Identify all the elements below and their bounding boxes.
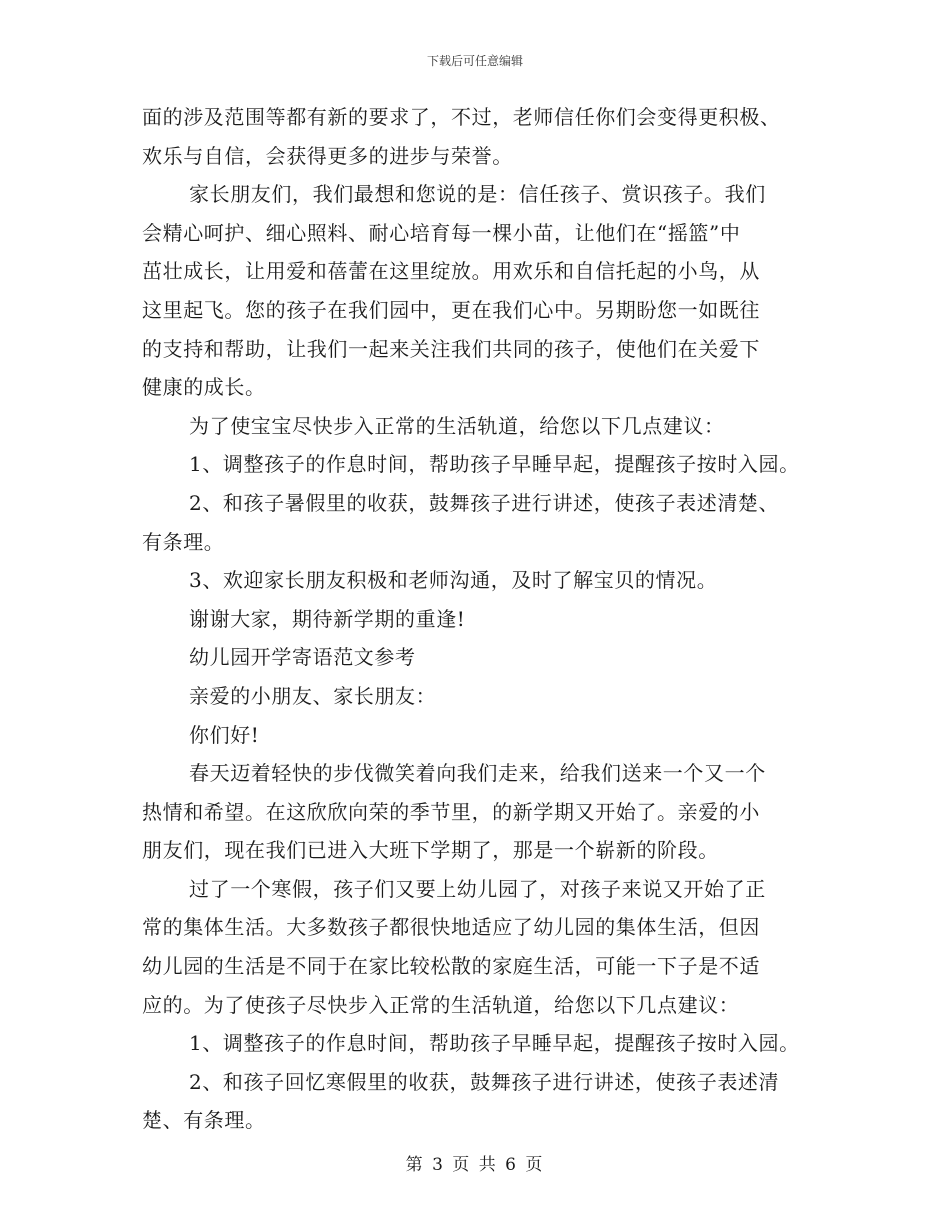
text-line: 应的。为了使孩子尽快步入正常的生活轨道，给您以下几点建议： xyxy=(142,992,740,1017)
greeting: 亲爱的小朋友、家长朋友： xyxy=(189,683,437,708)
text-line: 常的集体生活。大多数孩子都很快地适应了幼儿园的集体生活，但因 xyxy=(142,915,760,940)
section-title: 幼儿园开学寄语范文参考 xyxy=(189,645,416,670)
text-line: 这里起飞。您的孩子在我们园中，更在我们心中。另期盼您一如既往 xyxy=(142,297,760,322)
text-line: 春天迈着轻快的步伐微笑着向我们走来，给我们送来一个又一个 xyxy=(189,761,766,786)
text-line: 健康的成长。 xyxy=(142,375,266,400)
text-line: 茁壮成长，让用爱和蓓蕾在这里绽放。用欢乐和自信托起的小鸟，从 xyxy=(142,259,760,284)
text-line: 欢乐与自信，会获得更多的进步与荣誉。 xyxy=(142,143,513,168)
text-line: 1、调整孩子的作息时间，帮助孩子早睡早起，提醒孩子按时入园。 xyxy=(189,1031,800,1056)
text-line: 有条理。 xyxy=(142,529,225,554)
text-line: 楚、有条理。 xyxy=(142,1108,266,1133)
text-line: 的支持和帮助，让我们一起来关注我们共同的孩子，使他们在关爱下 xyxy=(142,336,760,361)
text-line: 面的涉及范围等都有新的要求了，不过，老师信任你们会变得更积极、 xyxy=(142,105,781,129)
text-line: 朋友们，现在我们已进入大班下学期了，那是一个崭新的阶段。 xyxy=(142,838,719,863)
text-line: 幼儿园的生活是不同于在家比较松散的家庭生活，可能一下子是不适 xyxy=(142,954,760,979)
text-line: 为了使宝宝尽快步入正常的生活轨道，给您以下几点建议： xyxy=(189,413,725,438)
text-line: 热情和希望。在这欣欣向荣的季节里，的新学期又开始了。亲爱的小 xyxy=(142,799,760,824)
document-body xyxy=(142,98,832,1140)
text-line: 3、欢迎家长朋友积极和老师沟通，及时了解宝贝的情况。 xyxy=(189,568,718,593)
page-header: 下载后可任意编辑 xyxy=(426,54,523,68)
page-number: 第 3 页 共 6 页 xyxy=(405,1155,545,1175)
text-line: 1、调整孩子的作息时间，帮助孩子早睡早起，提醒孩子按时入园。 xyxy=(189,452,800,477)
text-line: 2、和孩子暑假里的收获，鼓舞孩子进行讲述，使孩子表述清楚、 xyxy=(189,490,780,515)
text-line: 家长朋友们，我们最想和您说的是：信任孩子、赏识孩子。我们 xyxy=(189,182,766,207)
text-line: 2、和孩子回忆寒假里的收获，鼓舞孩子进行讲述，使孩子表述清 xyxy=(189,1069,780,1094)
text-line: 会精心呵护、细心照料、耐心培育每一棵小苗，让他们在“摇篮”中 xyxy=(142,220,741,245)
text-line: 过了一个寒假，孩子们又要上幼儿园了，对孩子来说又开始了正 xyxy=(189,876,766,901)
greeting: 你们好! xyxy=(189,722,260,747)
text-line: 谢谢大家，期待新学期的重逢! xyxy=(189,606,466,631)
